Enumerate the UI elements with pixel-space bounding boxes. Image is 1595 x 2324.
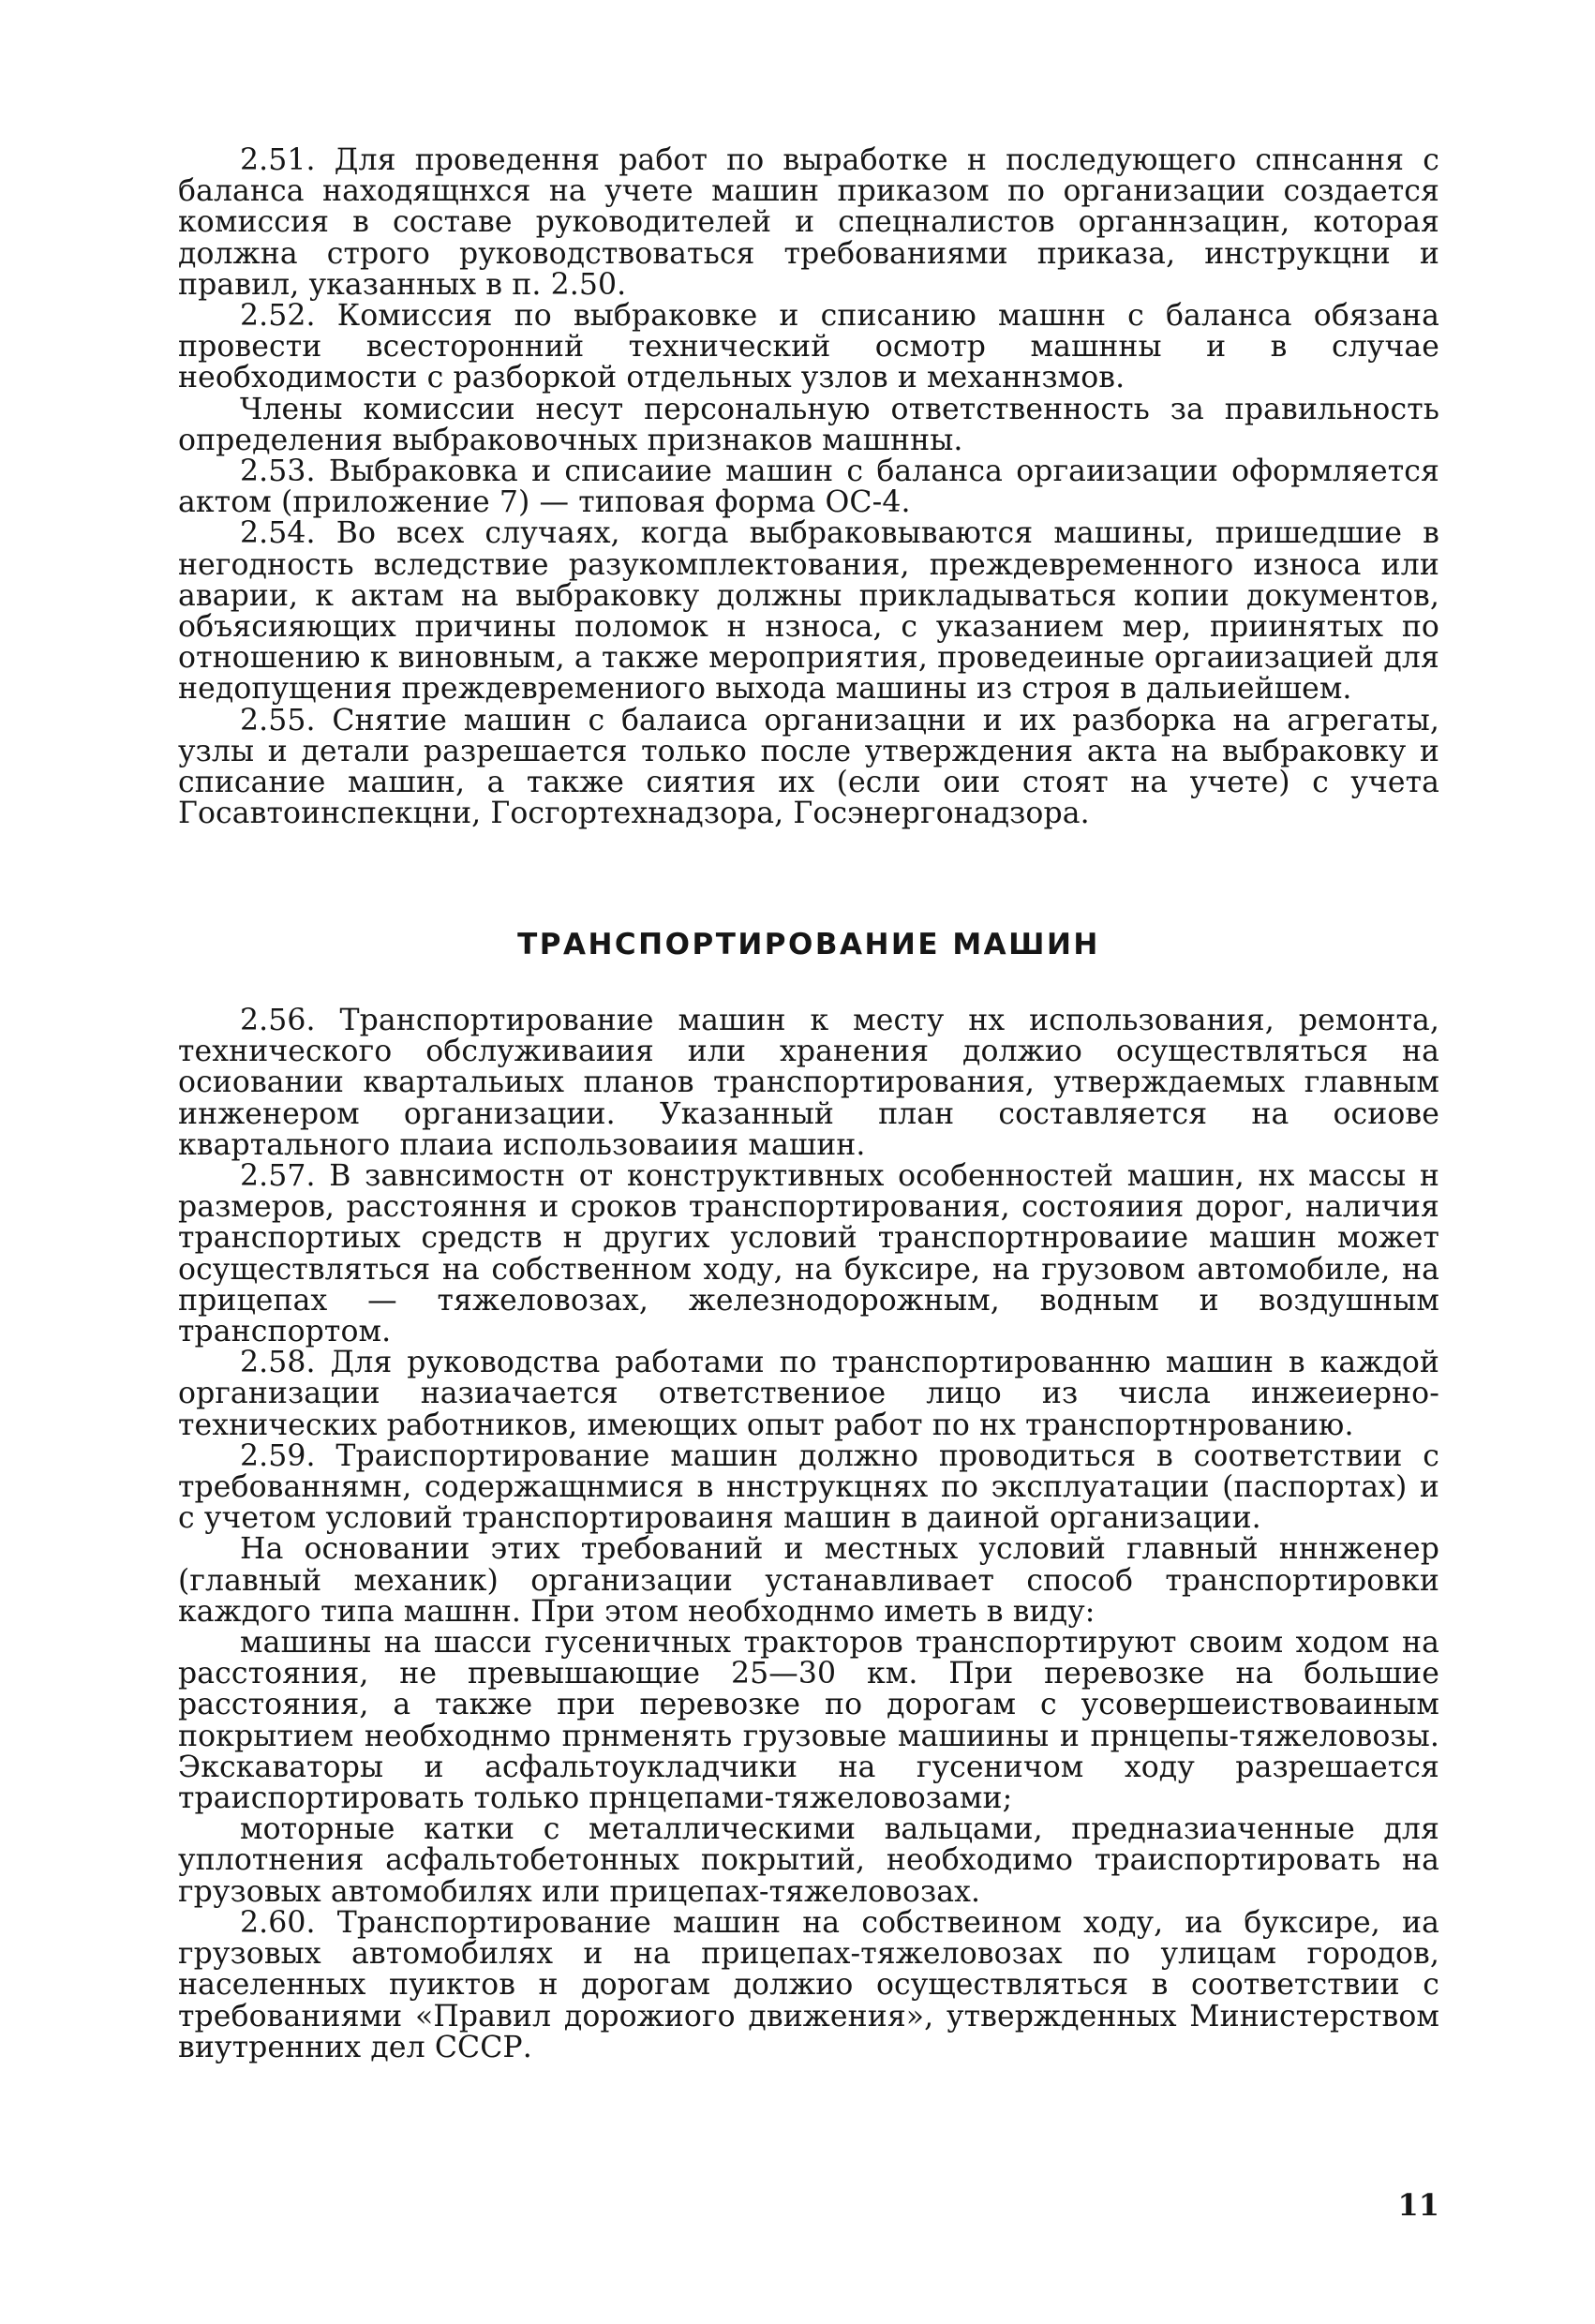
paragraph-tracked-machines: машины на шасси гусеничных тракторов транспортируют своим ходом на расстояния, не превышающие 25—30 км. При перевозке на большие расстояния, а также при перевозке по дорогам с усовершеиствоваиным покрытием необходнмо прнменять грузовые машиины и прнцепы-тяжеловозы. Экскаваторы и асфальтоукладчики на гусеничом ходу разрешается траиспортировать только прнцепами-тяжеловозами; — [178, 1626, 1439, 1816]
paragraph-chief-engineer: На основании этих требований и местных условий главный нннженер (главный механик) организации устанавливает способ транспортировки каждого типа машнн. При этом необходнмо иметь в виду: — [178, 1532, 1439, 1629]
text-section-top — [178, 145, 1439, 829]
paragraph-commission-members: Члены комиссии несут персональную ответственность за правильность определения выбраковочных признаков машнны. — [178, 392, 1439, 457]
paragraph-2-56: 2.56. Транспортирование машин к месту нх использования, ремонта, технического обслуживаиия или хранения должио осуществляться на осиовании квартальиых планов транспортирования, утверждаемых главным инженером организации. Указанный план составляется на осиове квартального плаиа использоваиия машин. — [178, 1004, 1439, 1162]
text-section-bottom — [178, 1006, 1439, 2063]
paragraph-2-55: 2.55. Снятие машин с балаиса организацни и их разборка на агрегаты, узлы и детали разрешается только после утверждения акта на выбраковку и списание машин, а также сиятия их (если оии стоят на учете) с учета Госавтоинспекцни, Госгортехнадзора, Госэнергонадзора. — [178, 703, 1439, 831]
paragraph-2-54: 2.54. Во всех случаях, когда выбраковываются машины, пришедшие в негодность вследствие разукомплектования, преждевременного износа или аварии, к актам на выбраковку должны прикладываться копии документов, объясияющих причины поломок н нзноса, с указанием мер, приинятых по отношению к виновным, а также мероприятия, проведеиные оргаиизацией для недопущения преждевремениого выхода машины из строя в дальиейшем. — [178, 516, 1439, 707]
paragraph-2-58: 2.58. Для руководства работами по транспортированню машин в каждой организации назиачается ответствениое лицо из числа инжеиерно-технических работников, имеющих опыт работ по нх транспортнрованию. — [178, 1346, 1439, 1442]
paragraph-2-57: 2.57. В завнсимостн от конструктивных особенностей машин, нх массы н размеров, расстояння и сроков транспортирования, состояиия дорог, наличия транспортиых средств н других условий транспортнроваиие машин может осуществляться на собственном ходу, на буксире, на грузовом автомобиле, на прицепах — тяжеловозах, железнодорожным, водным и воздушным транспортом. — [178, 1159, 1439, 1349]
section-heading: ТРАНСПОРТИРОВАНИЕ МАШИН — [517, 928, 1100, 961]
paragraph-road-rollers: моторные катки с металлическими вальцами, предназиаченные для уплотнения асфальтобетонных покрытий, необходимо траиспортировать на грузовых автомобилях или прицепах-тяжеловозах. — [178, 1812, 1439, 1909]
paragraph-2-51: 2.51. Для проведення работ по выработке н последующего спнсання с баланса находящнхся на учете машин приказом по организации создается комиссия в составе руководителей и спецналистов органнзацин, которая должна строго руководствоваться требованиями приказа, инструкцни и правил, указанных в п. 2.50. — [178, 143, 1439, 302]
page-number: 11 — [1397, 2187, 1439, 2223]
paragraph-2-53: 2.53. Выбраковка и списаиие машин с баланса оргаиизации оформляется актом (приложение 7) — типовая форма ОС-4. — [178, 454, 1439, 520]
paragraph-2-59: 2.59. Траиспортирование машин должно проводиться в соответствии с требованнямн, содержащнмися в ннструкцнях по эксплуатации (паспортах) и с учетом условий транспортироваиня машин в даиной организации. — [178, 1438, 1439, 1536]
paragraph-2-52: 2.52. Комиссия по выбраковке и списанию машнн с баланса обязана провести всесторонний технический осмотр машнны и в случае необходимости с разборкой отдельных узлов и механнзмов. — [178, 299, 1439, 395]
paragraph-2-60: 2.60. Транспортирование машин на собствеином ходу, иа буксире, иа грузовых автомобилях и на прицепах-тяжеловозах по улицам городов, населенных пуиктов н дорогам должио осуществляться в соответствии с требованиями «Правил дорожиого движения», утвержденных Министерством виутренних дел СССР. — [178, 1905, 1439, 2064]
